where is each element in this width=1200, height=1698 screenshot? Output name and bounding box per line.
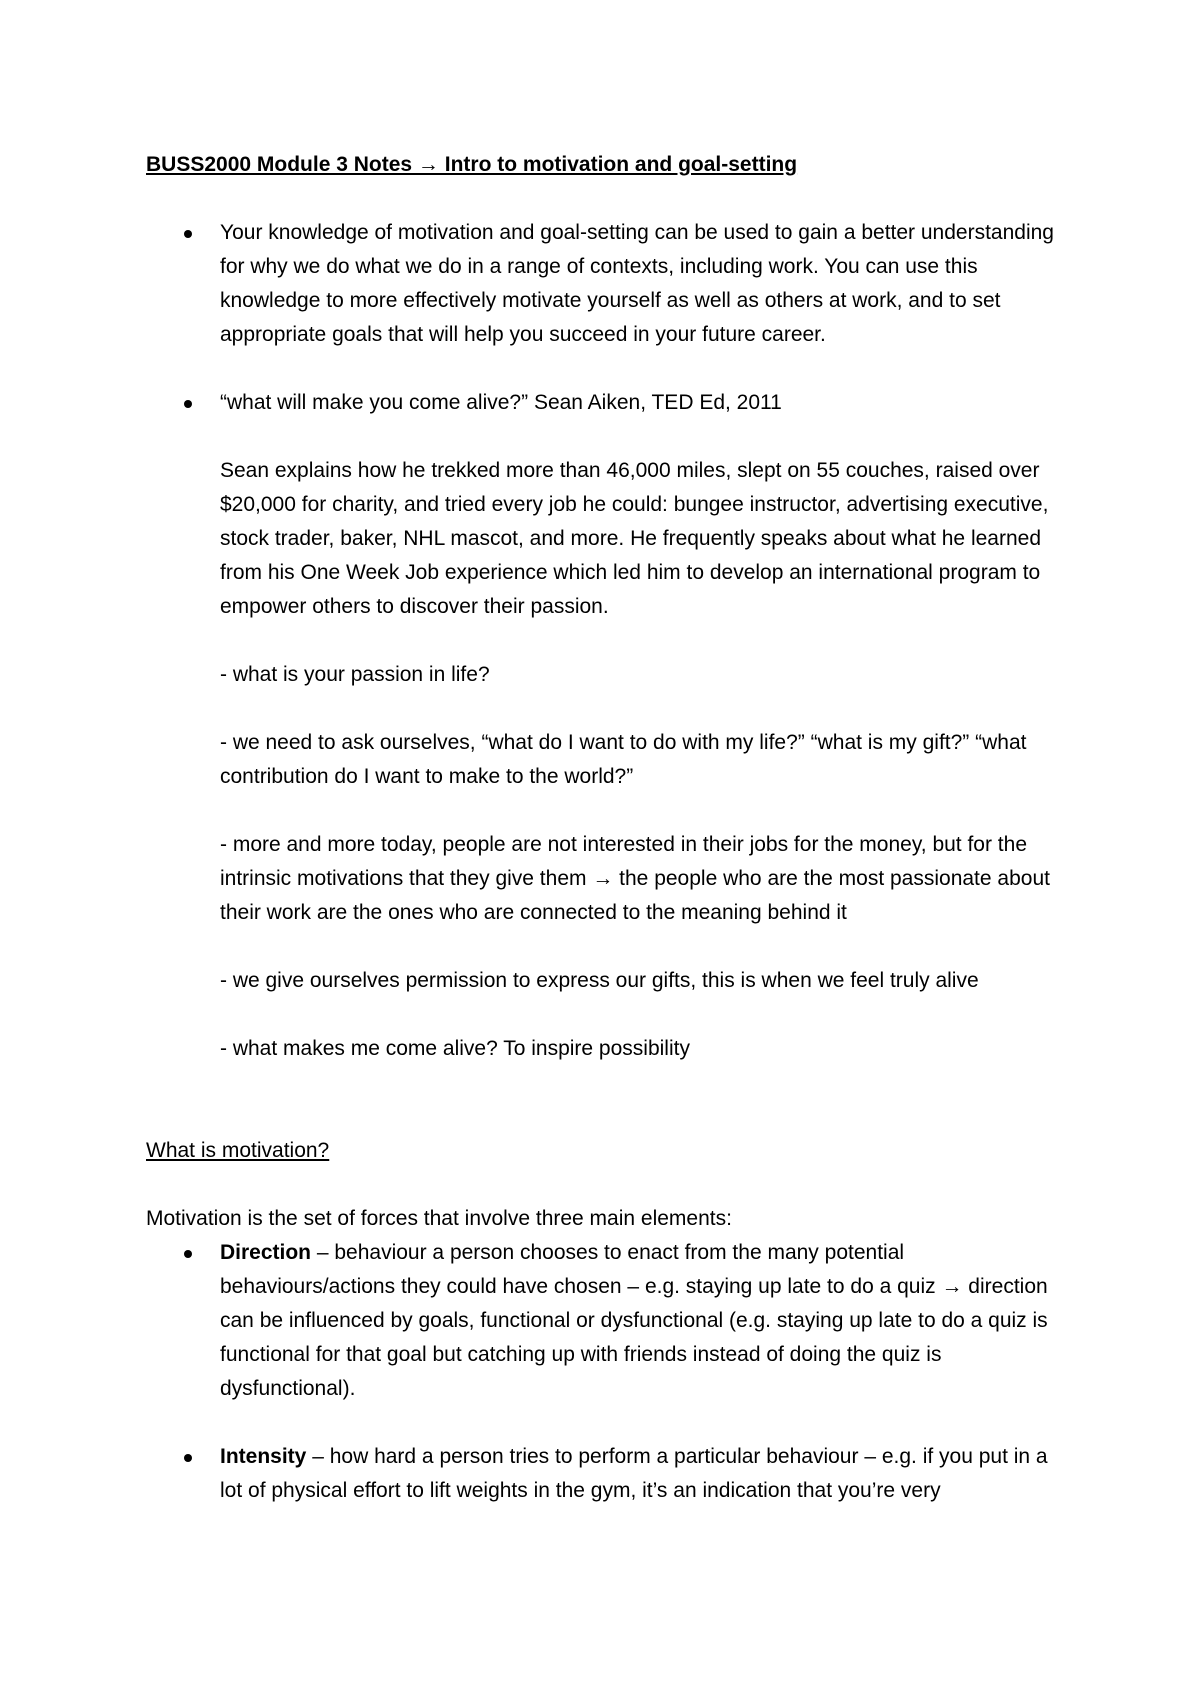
element-description: – behaviour a person chooses to enact from the many potential behaviours/actions they could have chosen – e.g. staying up late to do a quiz → direction can be influenced by goals, functional or dysfunctional (e.g. staying up late to do a quiz is functional for that goal but catching up with friends instead of doing the quiz is dysfunctional).: [220, 1241, 1048, 1400]
spacer: [220, 998, 1066, 1032]
document-body: [146, 148, 1066, 1508]
spacer: [220, 692, 1066, 726]
spacer: [146, 352, 1066, 386]
bullet-text: “what will make you come alive?” Sean Aiken, TED Ed, 2011: [220, 391, 782, 414]
note-line: - what is your passion in life?: [220, 663, 490, 686]
spacer: [220, 624, 1066, 658]
motivation-intro-text: Motivation is the set of forces that involve three main elements:: [146, 1207, 732, 1230]
document-title: BUSS2000 Module 3 Notes → Intro to motivation and goal-setting: [146, 153, 798, 176]
note-line: - we give ourselves permission to express our gifts, this is when we feel truly alive: [220, 969, 979, 992]
element-description: – how hard a person tries to perform a particular behaviour – e.g. if you put in a lot of physical effort to lift weights in the gym, it’s an indication that you’re very: [220, 1445, 1048, 1502]
bullet-dot-icon: [184, 1454, 192, 1462]
spacer: [146, 1066, 1066, 1134]
note-line: - more and more today, people are not interested in their jobs for the money, but for the intrinsic motivations that they give them → the people who are the most passionate about their work are the ones who are connected to the meaning behind it: [220, 833, 1050, 924]
sean-summary-paragraph: Sean explains how he trekked more than 46,000 miles, slept on 55 couches, raised over $20,000 for charity, and tried every job he could: bungee instructor, advertising executive, stock trader, baker, NHL mascot, and more. He frequently speaks about what he learned from his One Week Job experience which led him to develop an international program to empower others to discover their passion.: [220, 459, 1049, 618]
bullet-dot-icon: [184, 400, 192, 408]
spacer: [146, 1406, 1066, 1440]
bullet-dot-icon: [184, 230, 192, 238]
bullet-dot-icon: [184, 1250, 192, 1258]
bullet-item-knowledge: [146, 216, 1066, 352]
element-item-intensity: [146, 1440, 1066, 1508]
spacer: [146, 420, 1066, 454]
note-line: - we need to ask ourselves, “what do I want to do with my life?” “what is my gift?” “what contribution do I want to make to the world?”: [220, 731, 1027, 788]
bullet-text: Your knowledge of motivation and goal-setting can be used to gain a better understanding for why we do what we do in a range of contexts, including work. You can use this knowledge to more effectively motivate yourself as well as others at work, and to set appropriate goals that will help you succeed in your future career.: [220, 221, 1054, 346]
spacer: [220, 794, 1066, 828]
intro-bullet-list: [146, 216, 1066, 420]
spacer: [220, 930, 1066, 964]
video-notes: [146, 454, 1066, 1066]
element-term: Intensity: [220, 1445, 307, 1468]
note-line: - what makes me come alive? To inspire possibility: [220, 1037, 690, 1060]
element-term: Direction: [220, 1241, 312, 1264]
section-heading-motivation: What is motivation?: [146, 1139, 330, 1162]
motivation-elements-list: [146, 1236, 1066, 1508]
element-item-direction: [146, 1236, 1066, 1406]
bullet-item-video: [146, 386, 1066, 420]
